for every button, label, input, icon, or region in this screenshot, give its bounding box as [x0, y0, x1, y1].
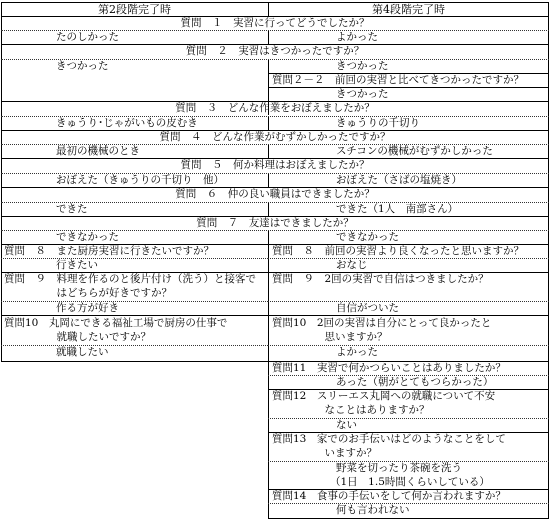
stage4-question-12-line2: なことはありますか？	[272, 404, 430, 416]
answer-stage4-q2-2: きつかった	[336, 88, 389, 100]
dot-line-l9	[1, 301, 268, 302]
row-line-q2-2	[268, 87, 549, 88]
question-1: 質問 １ 実習に行ってどうでしたか？	[180, 17, 370, 29]
dot-line-l10	[1, 345, 268, 346]
question-6: 質問 ６ 仲の良い職員はできましたか？	[175, 188, 375, 200]
stage4-answer-12: ない	[336, 419, 357, 431]
row-line-q9	[1, 315, 549, 316]
stage4-question-8: 質問 ８ 前回の実習より良くなったと思いますか？	[272, 245, 524, 257]
question-7: 質問 ７ 友達はできましたか？	[196, 217, 354, 229]
stage4-question-13-line1: 質問13 家でのお手伝いはどのようなことをして	[272, 433, 506, 445]
left-block-bottom-border	[1, 361, 268, 362]
stage4-question-9: 質問 ９ 2回の実習で自信はつきましたか？	[272, 273, 489, 285]
stage4-question-10-line1: 質問10 2回の実習は自分にとって良かったと	[272, 317, 492, 329]
stage4-answer-9: 自信がついた	[336, 302, 399, 314]
stage2-question-10-line1: 質問10 丸岡にできる福祉工場で厨房の仕事で	[4, 317, 228, 329]
answer-stage2-q6: できた	[56, 203, 88, 215]
answer-stage2-q2: きつかった	[56, 60, 109, 72]
stage4-question-12-line1: 質問12 スリーエス丸岡への就職について不安	[272, 390, 496, 402]
answer-stage2-q4: 最初の機械のとき	[56, 145, 140, 157]
stage4-answer-13-line2: （1日 1.5時間くらいしている）	[330, 476, 490, 488]
stage2-question-9-line1: 質問 ９ 料理を作るのと後片付け（洗う）と接客で	[4, 273, 256, 285]
stage4-question-14: 質問14 食事の手伝いをして何か言われますか？	[272, 490, 506, 502]
answer-stage2-q5: おぼえた（きゅうりの千切り 他）	[56, 174, 224, 186]
right-block-left-border	[268, 361, 269, 518]
question-2: 質問 ２ 実習はきつかったですか？	[185, 45, 365, 57]
answer-stage4-q2: きつかった	[336, 60, 389, 72]
stage2-answer-8: 行きたい	[56, 259, 98, 271]
answer-stage4-q7: できなかった	[336, 231, 399, 243]
dot-line-r9	[268, 301, 549, 302]
question-4: 質問 ４ どんな作業がむずかしかったですか？	[159, 131, 391, 143]
answer-stage2-q7: できなかった	[56, 231, 119, 243]
stage4-answer-8: おなじ	[336, 259, 368, 271]
question-2-2: 質問２－２ 前回の実習と比べてきつかったですか？	[272, 74, 524, 86]
divider-q6	[268, 202, 269, 216]
dot-line-r12	[268, 418, 549, 419]
divider-q1	[268, 30, 269, 44]
answer-stage4-q4: スチコンの機械がむずかしかった	[336, 145, 493, 157]
answer-stage2-q1: たのしかった	[56, 31, 119, 43]
divider-q4	[268, 144, 269, 158]
stage2-answer-9: 作る方が好き	[56, 302, 119, 314]
header-stage2: 第2段階完了時	[98, 3, 171, 16]
stage2-question-9-line2: はどちらが好きですか？	[4, 287, 172, 299]
stage4-answer-14: 何も言われない	[336, 504, 410, 516]
header-stage4: 第4段階完了時	[372, 3, 445, 16]
divider-q5	[268, 173, 269, 187]
dot-line-l8	[1, 258, 268, 259]
table-right-border	[548, 2, 549, 518]
stage2-question-10-line2: 就職したいですか？	[4, 331, 151, 343]
stage4-answer-11: あった（朝がとてもつらかった）	[336, 376, 494, 388]
stage2-question-8: 質問 ８ また厨房実習に行きたいですか？	[4, 245, 214, 257]
dot-line-r10	[268, 345, 549, 346]
dot-line-r8	[268, 258, 549, 259]
question-5: 質問 ５ 何か料理はおぼえましたか？	[180, 159, 370, 171]
right-block-bottom-border	[268, 518, 549, 519]
question-3: 質問 ３ どんな作業をおぼえましたか？	[175, 102, 375, 114]
stage4-question-13-line2: いますか？	[272, 447, 377, 459]
stage4-answer-13-line1: 野菜を切ったり茶碗を洗う	[336, 462, 462, 474]
divider-q3	[268, 116, 269, 130]
divider-q7-q10	[268, 230, 269, 361]
stage4-question-10-line2: 思いますか？	[272, 331, 388, 343]
answer-stage2-q3: きゅうり･じゃがいもの皮むき	[56, 117, 198, 129]
stage4-answer-10: よかった	[336, 346, 378, 358]
stage4-question-11: 質問11 実習で何かつらいことはありましたか？	[272, 362, 506, 374]
answer-stage4-q5: おぼえた（さばの塩焼き）	[336, 174, 462, 186]
stage2-answer-10: 就職したい	[56, 346, 109, 358]
answer-stage4-q1: よかった	[336, 31, 378, 43]
answer-stage4-q3: きゅうりの千切り	[336, 117, 420, 129]
answer-stage4-q6: できた（1人 南部さん）	[336, 203, 459, 215]
